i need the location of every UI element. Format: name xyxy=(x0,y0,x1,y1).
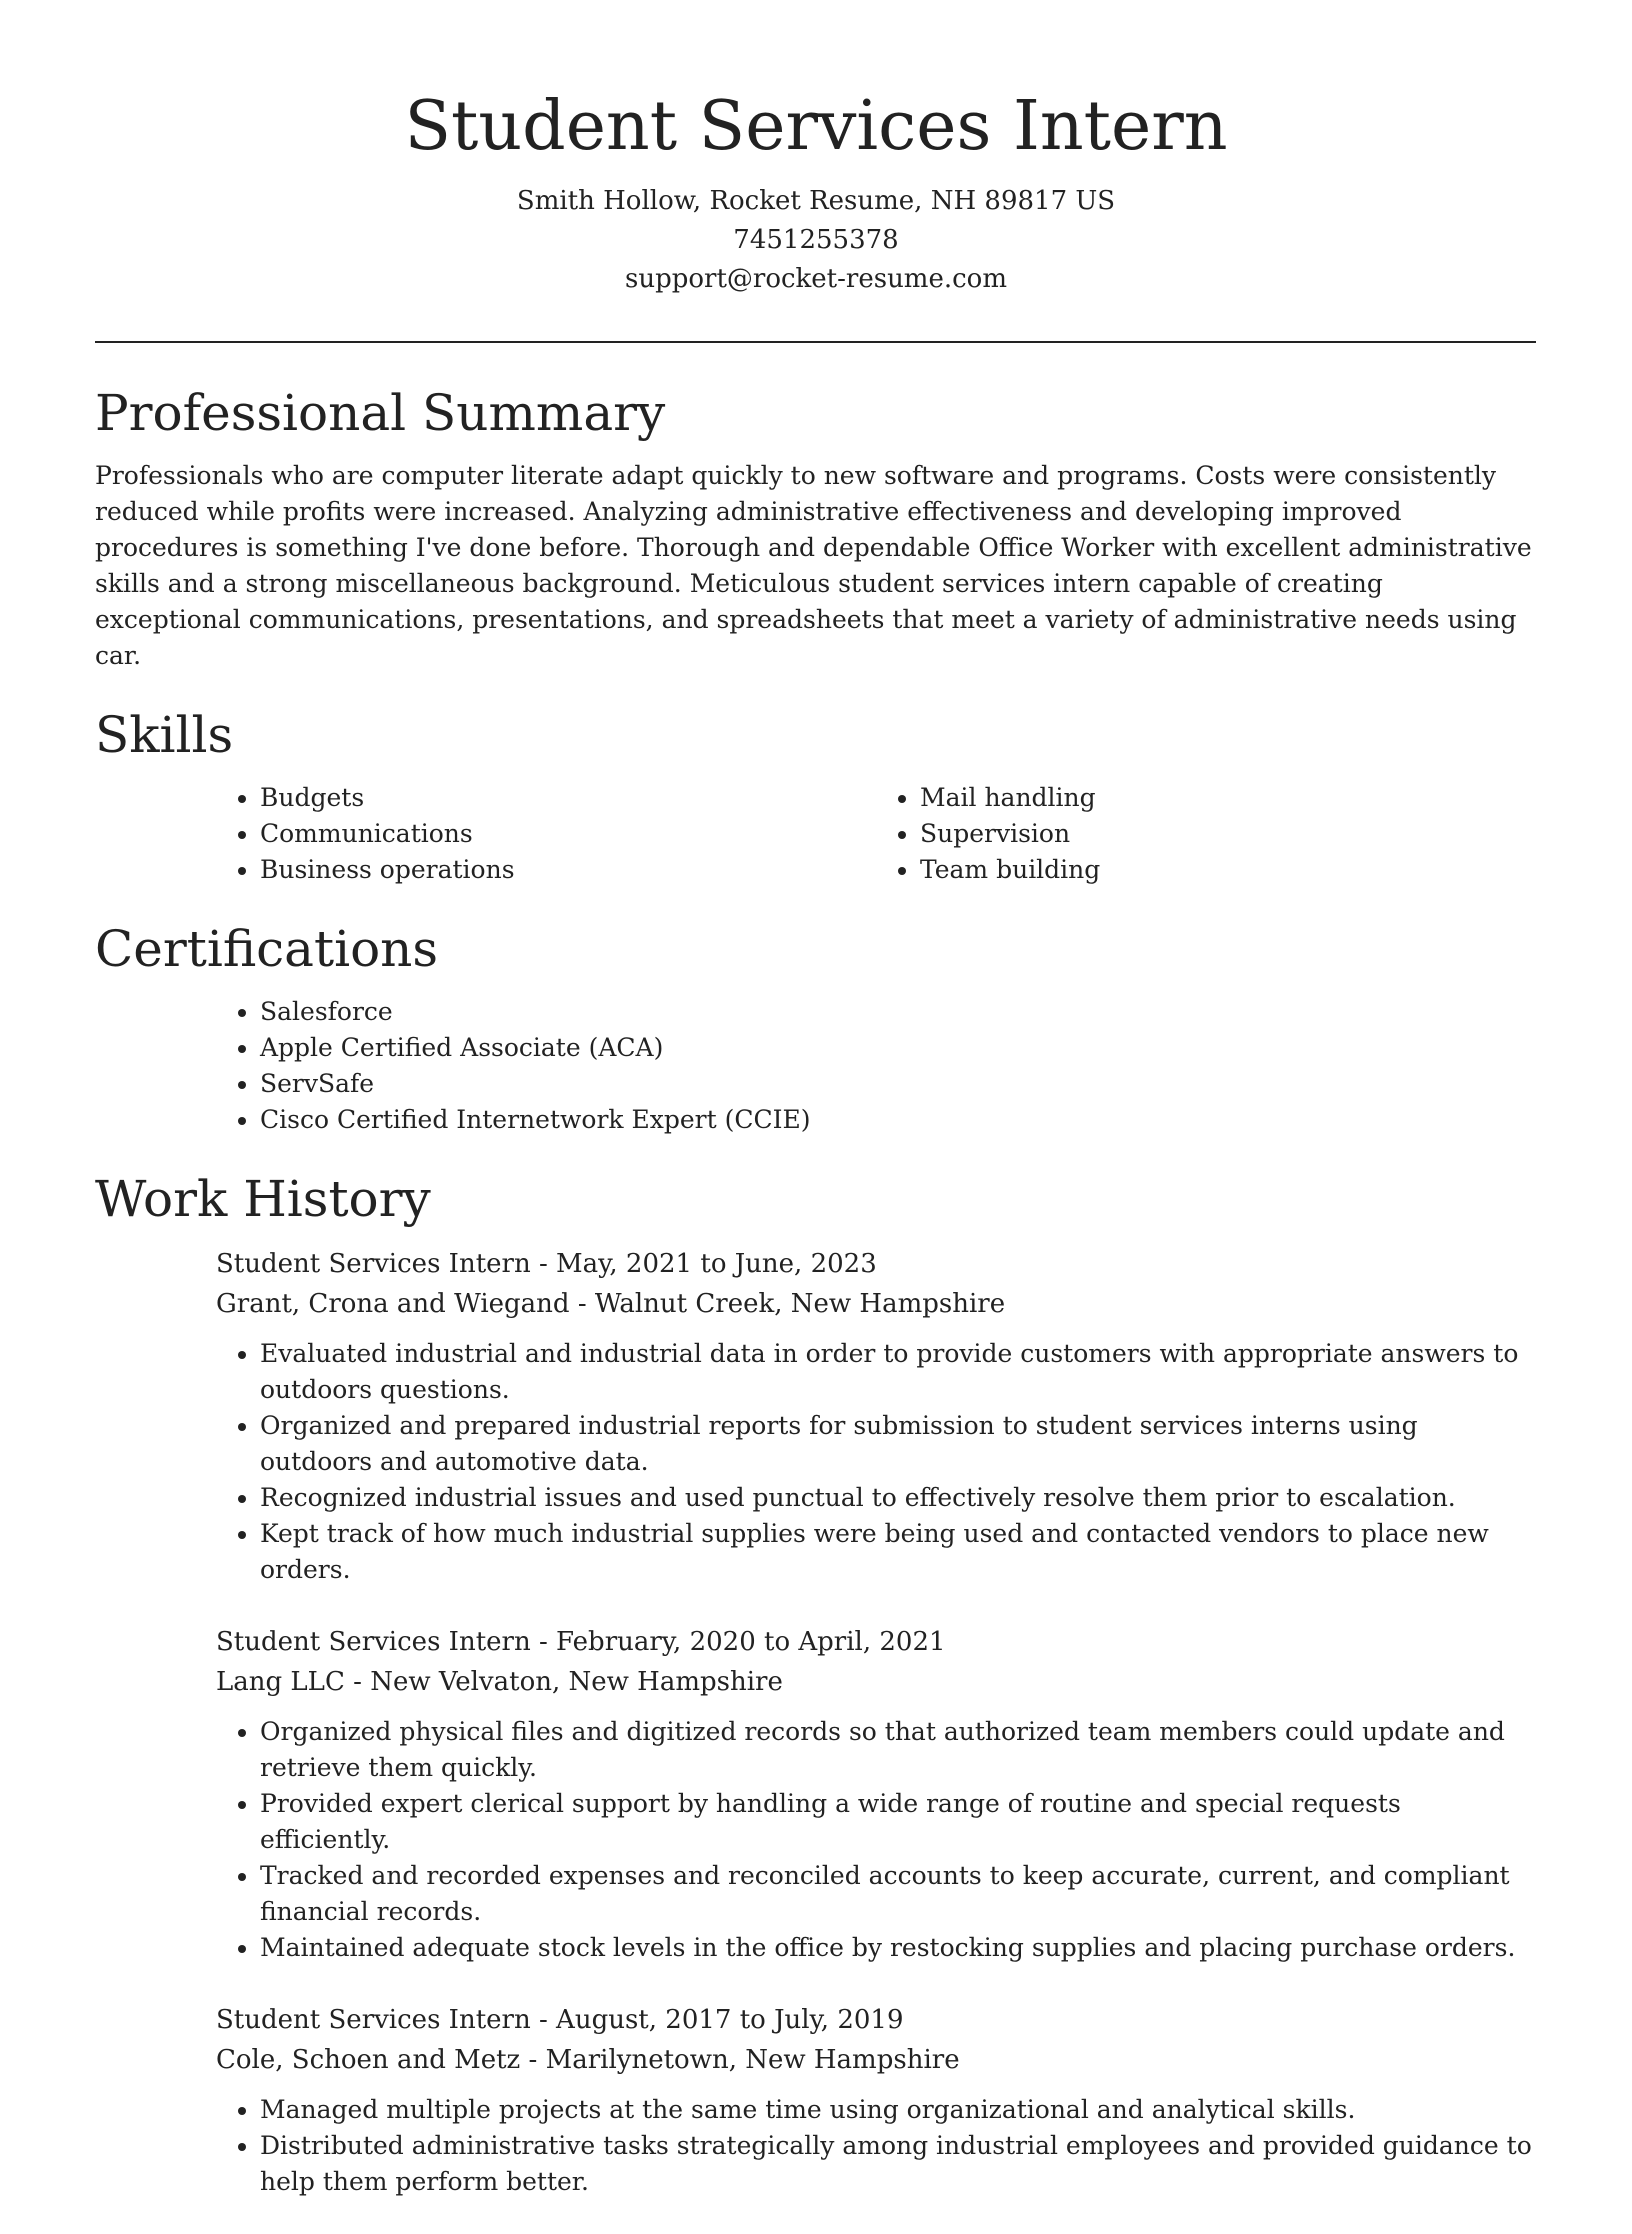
job-company-line: Grant, Crona and Wiegand - Walnut Creek, New Hampshire xyxy=(216,1289,1006,1319)
job-company: Lang LLC xyxy=(216,1667,345,1697)
job-bullet: • Kept track of how much industrial supplies were being used and contacted vendors to place new orders. xyxy=(260,1516,1536,1588)
section-title-work-history: Work History xyxy=(95,1170,431,1228)
job-bullet: • Distributed administrative tasks strategically among industrial employees and provided guidance to help them perform better. xyxy=(260,2128,1536,2200)
email-address: support@rocket-resume.com xyxy=(624,264,1007,294)
certification-item: • Salesforce xyxy=(260,994,1536,1030)
job-bullet: • Maintained adequate stock levels in the office by restocking supplies and placing purchase orders. xyxy=(260,1930,1536,1966)
job-location: New Velvaton, New Hampshire xyxy=(370,1667,783,1697)
professional-summary-section xyxy=(95,378,1536,674)
job-title: Student Services Intern xyxy=(216,2005,531,2035)
job-bullet: • Managed multiple projects at the same time using organizational and analytical skills. xyxy=(260,2092,1536,2128)
job-entry xyxy=(216,1244,1536,1588)
skills-section xyxy=(95,700,1536,888)
job-bullets xyxy=(216,1336,1536,1588)
section-title-certifications: Certifications xyxy=(95,920,439,978)
header-divider xyxy=(95,341,1536,343)
skill-item: • Mail handling xyxy=(920,780,1536,816)
contact-info xyxy=(0,182,1632,299)
job-bullet: • Tracked and recorded expenses and reconciled accounts to keep accurate, current, and compliant financial records. xyxy=(260,1858,1536,1930)
job-title: Student Services Intern xyxy=(216,1627,531,1657)
section-title-skills: Skills xyxy=(95,706,234,764)
work-history-section xyxy=(95,1164,1536,2200)
skill-item: • Budgets xyxy=(260,780,876,816)
skill-item: • Communications xyxy=(260,816,876,852)
job-entry xyxy=(216,2000,1536,2200)
skills-list-left xyxy=(216,780,876,888)
summary-text: Professionals who are computer literate adapt quickly to new software and programs. Costs were consistently reduced while profits were increased. Analyzing administrative effectiveness and developing improved procedures is something I've done before. Thorough and dependable Office Worker with excellent administrative skills and a strong miscellaneous background. Meticulous student services intern capable of creating exceptional communications, presentations, and spreadsheets that meet a variety of administrative needs using car. xyxy=(95,461,1532,670)
resume-header xyxy=(0,82,1632,299)
job-company-line: Cole, Schoen and Metz - Marilynetown, New Hampshire xyxy=(216,2045,960,2075)
job-company: Grant, Crona and Wiegand xyxy=(216,1289,570,1319)
job-bullet: • Recognized industrial issues and used punctual to effectively resolve them prior to escalation. xyxy=(260,1480,1536,1516)
job-title-line: Student Services Intern - August, 2017 to July, 2019 xyxy=(216,2005,904,2035)
job-entry xyxy=(216,1622,1536,1966)
job-location: Marilynetown, New Hampshire xyxy=(545,2045,960,2075)
job-bullet: • Evaluated industrial and industrial data in order to provide customers with appropriate answers to outdoors questions. xyxy=(260,1336,1536,1408)
section-title-summary: Professional Summary xyxy=(95,384,666,442)
job-dates: May, 2021 to June, 2023 xyxy=(556,1249,877,1279)
job-bullets xyxy=(216,1714,1536,1966)
skill-item: • Supervision xyxy=(920,816,1536,852)
job-company: Cole, Schoen and Metz xyxy=(216,2045,521,2075)
skills-grid xyxy=(216,780,1536,888)
certification-item: • Cisco Certified Internetwork Expert (CCIE) xyxy=(260,1102,1536,1138)
job-company-line: Lang LLC - New Velvaton, New Hampshire xyxy=(216,1667,783,1697)
certification-item: • ServSafe xyxy=(260,1066,1536,1102)
skill-item: • Business operations xyxy=(260,852,876,888)
certification-item: • Apple Certified Associate (ACA) xyxy=(260,1030,1536,1066)
certifications-section xyxy=(95,914,1536,1138)
job-bullet: • Provided expert clerical support by handling a wide range of routine and special requests efficiently. xyxy=(260,1786,1536,1858)
resume-body xyxy=(95,378,1536,2234)
skills-list-right xyxy=(876,780,1536,888)
certifications-list xyxy=(216,994,1536,1138)
job-dates: February, 2020 to April, 2021 xyxy=(556,1627,946,1657)
job-title-line: Student Services Intern - May, 2021 to June, 2023 xyxy=(216,1249,877,1279)
job-title: Student Services Intern xyxy=(216,1249,531,1279)
job-bullets xyxy=(216,2092,1536,2200)
skill-item: • Team building xyxy=(920,852,1536,888)
candidate-name: Student Services Intern xyxy=(404,87,1228,166)
job-dates: August, 2017 to July, 2019 xyxy=(556,2005,904,2035)
job-location: Walnut Creek, New Hampshire xyxy=(594,1289,1006,1319)
job-title-line: Student Services Intern - February, 2020 to April, 2021 xyxy=(216,1627,946,1657)
job-bullet: • Organized physical files and digitized records so that authorized team members could update and retrieve them quickly. xyxy=(260,1714,1536,1786)
address: Smith Hollow, Rocket Resume, NH 89817 US xyxy=(516,186,1116,216)
phone-number: 7451255378 xyxy=(733,225,899,255)
job-bullet: • Organized and prepared industrial reports for submission to student services interns using outdoors and automotive data. xyxy=(260,1408,1536,1480)
